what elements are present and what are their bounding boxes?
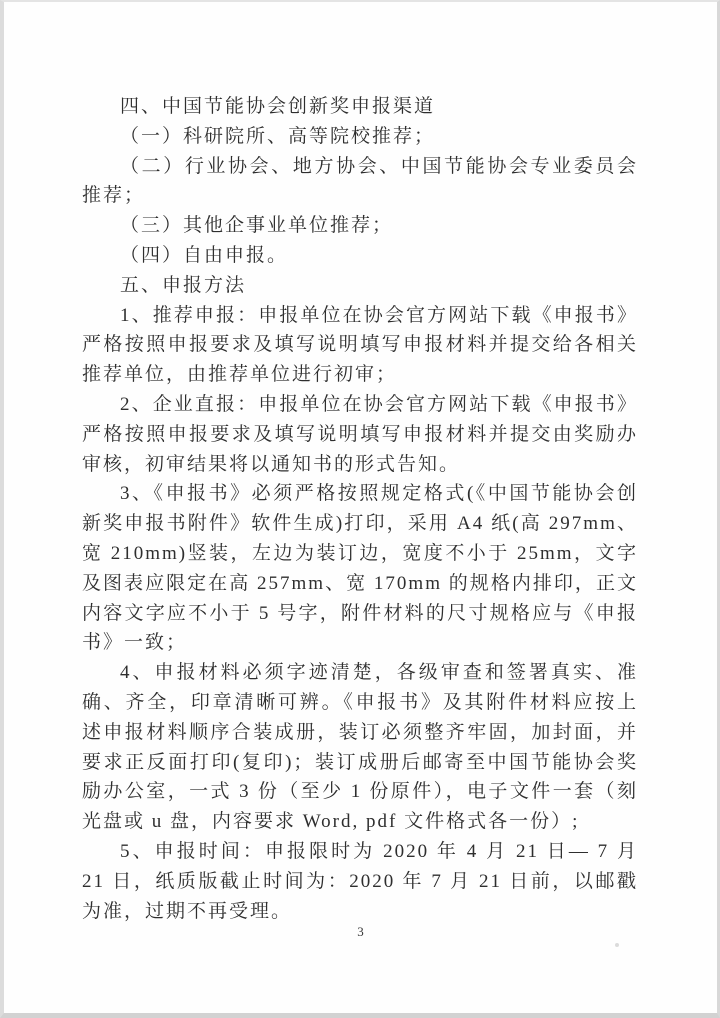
paragraph-method-4: 4、申报材料必须字迹清楚，各级审查和签署真实、准确、齐全，印章清晰可辨。《申报书》及其附件材料应按上述申报材料顺序合装成册，装订必须整齐牢固，加封面，并要求正反面打印(复印)；装订成册后邮寄至中国节能协会奖励办公室，一式 3 份（至少 1 份原件），电子文件一套（刻光盘或 u 盘，内容要求 Word, pdf 文件格式各一份）; xyxy=(82,662,638,833)
section-heading-4: 四、中国节能协会创新奖申报渠道 xyxy=(120,96,436,117)
paragraph-method-5: 5、申报时间：申报限时为 2020 年 4 月 21 日— 7 月 21 日，纸质版截止时间为：2020 年 7 月 21 日前，以邮戳为准，过期不再受理。 xyxy=(82,840,638,922)
scan-artifact-speck xyxy=(615,943,619,947)
list-item-1: （一）科研院所、高等院校推荐； xyxy=(120,125,436,147)
list-item-4: （四）自由申报。 xyxy=(120,244,289,266)
paragraph-method-2: 2、企业直报：申报单位在协会官方网站下载《申报书》严格按照申报要求及填写说明填写申报材料并提交由奖励办审核，初审结果将以通知书的形式告知。 xyxy=(82,393,638,475)
list-item-2: （二）行业协会、地方协会、中国节能协会专业委员会推荐； xyxy=(82,155,638,207)
paragraph-method-3: 3、《申报书》必须严格按照规定格式(《中国节能协会创新奖申报书附件》软件生成)打印，采用 A4 纸(高 297mm、宽 210mm)竖装，左边为装订边，宽度不小于 25mm，文字及图表应限定在高 257mm、宽 170mm 的规格内排印，正文内容文字应不小于 5 号字，附件材料的尺寸规格应与《申报书》一致； xyxy=(82,483,638,654)
section-heading-5: 五、申报方法 xyxy=(120,274,247,296)
list-item-3: （三）其他企事业单位推荐； xyxy=(120,215,394,237)
paragraph-method-1: 1、推荐申报：申报单位在协会官方网站下载《申报书》严格按照申报要求及填写说明填写申报材料并提交给各相关推荐单位，由推荐单位进行初审； xyxy=(82,304,638,386)
document-body xyxy=(82,92,638,926)
page-number: 3 xyxy=(357,924,364,939)
